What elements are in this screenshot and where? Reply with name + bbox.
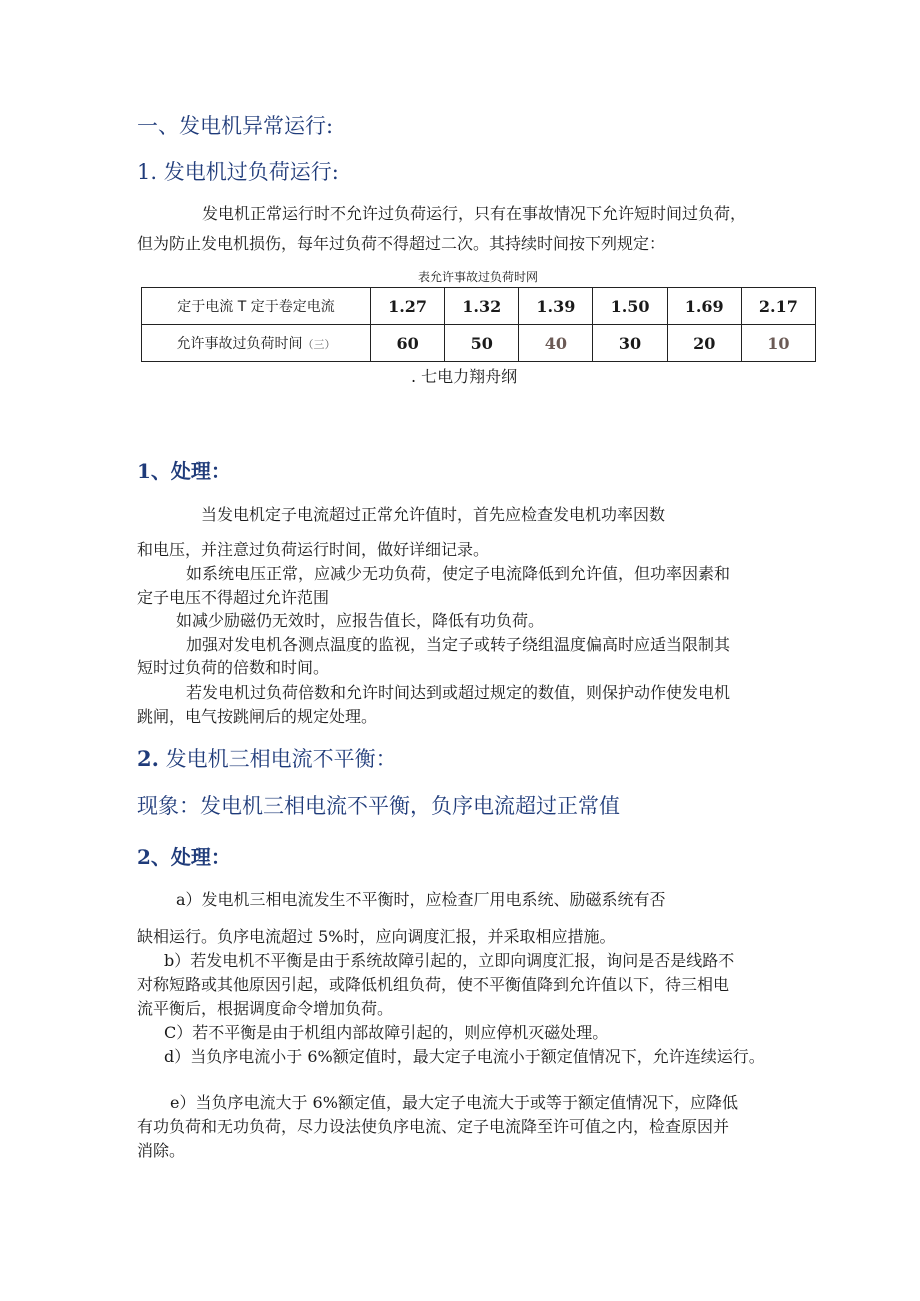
handling-title-1: 1、处理：: [137, 459, 231, 483]
handling2-line: 消除。: [137, 1141, 186, 1160]
table-cell: 10: [741, 325, 815, 362]
table-cell: 20: [667, 325, 741, 362]
handling2-line: 对称短路或其他原因引起，或降低机组负荷，使不平衡值降到允许值以下，待三相电: [137, 975, 730, 994]
section-title: 一、发电机异常运行:: [137, 114, 334, 138]
subsection-text: 发电机三相电流不平衡：: [158, 747, 397, 771]
table-cell: 1.27: [371, 288, 445, 325]
handling1-line: 加强对发电机各测点温度的监视，当定子或转子绕组温度偏高时应适当限制其: [186, 635, 731, 654]
handling1-line: 如系统电压正常，应减少无功负荷，使定子电流降低到允许值，但功率因素和: [186, 564, 731, 583]
handling1-line: 短时过负荷的倍数和时间。: [137, 658, 330, 677]
table-cell: 40: [519, 325, 593, 362]
subsection-number: 2.: [137, 746, 159, 771]
table-cell: 60: [371, 325, 445, 362]
overload-time-table: [141, 287, 816, 362]
overload-para-line2: 但为防止发电机损伤，每年过负荷不得超过二次。其持续时间按下列规定：: [137, 234, 666, 253]
subsection-title-overload: 1. 发电机过负荷运行:: [137, 160, 339, 184]
table-row: [142, 288, 816, 325]
handling1-line: 当发电机定子电流超过正常允许值时，首先应检查发电机功率因数: [201, 505, 666, 524]
table-note: . 七电力翔舟纲: [411, 367, 518, 386]
overload-para-line1: 发电机正常运行时不允许过负荷运行，只有在事故情况下允许短时间过负荷，: [202, 204, 747, 223]
row-label-current-ratio: 定于电流 T 定于卷定电流: [142, 288, 371, 325]
table-cell: 1.39: [519, 288, 593, 325]
handling2-line: C）若不平衡是由于机组内部故障引起的，则应停机灭磁处理。: [164, 1023, 609, 1042]
table-cell: 30: [593, 325, 667, 362]
table-cell: 2.17: [741, 288, 815, 325]
handling1-line: 若发电机过负荷倍数和允许时间达到或超过规定的数值，则保护动作使发电机: [186, 683, 731, 702]
handling2-line: 流平衡后，根据调度命令增加负荷。: [137, 999, 394, 1018]
row-label-text: 允许事故过负荷时间: [176, 336, 303, 352]
subsection-title-imbalance: [137, 743, 397, 773]
table-cell: 1.32: [445, 288, 519, 325]
handling1-line: 定子电压不得超过允许范围: [137, 588, 330, 607]
table-cell: 1.50: [593, 288, 667, 325]
handling2-line: d）当负序电流小于 6%额定值时，最大定子电流小于额定值情况下，允许连续运行。: [164, 1047, 765, 1066]
handling2-line: 缺相运行。负序电流超过 5%时，应向调度汇报，并采取相应措施。: [137, 927, 616, 946]
table-row: [142, 325, 816, 362]
handling2-line: a）发电机三相电流发生不平衡时，应检查厂用电系统、励磁系统有否: [176, 890, 666, 909]
phenomenon-line: 现象：发电机三相电流不平衡，负序电流超过正常值: [137, 794, 620, 818]
handling2-line: 有功负荷和无功负荷，尽力设法使负序电流、定子电流降至许可值之内，检查原因并: [137, 1117, 730, 1136]
handling-title-2: 2、处理：: [137, 845, 231, 869]
handling1-line: 如减少励磁仍无效时，应报告值长，降低有功负荷。: [176, 611, 545, 630]
row-label-unit: （三）: [302, 338, 336, 351]
handling1-line: 跳闸，电气按跳闸后的规定处理。: [137, 707, 378, 726]
handling2-line: e）当负序电流大于 6%额定值，最大定子电流大于或等于额定值情况下，应降低: [170, 1093, 738, 1112]
handling2-line: b）若发电机不平衡是由于系统故障引起的，立即向调度汇报，询问是否是线路不: [164, 951, 735, 970]
table-cell: 1.69: [667, 288, 741, 325]
handling1-line: 和电压，并注意过负荷运行时间，做好详细记录。: [137, 540, 490, 559]
row-label-overload-time: [142, 325, 371, 362]
table-cell: 50: [445, 325, 519, 362]
table-caption: 表允许事故过负荷时网: [417, 270, 538, 284]
